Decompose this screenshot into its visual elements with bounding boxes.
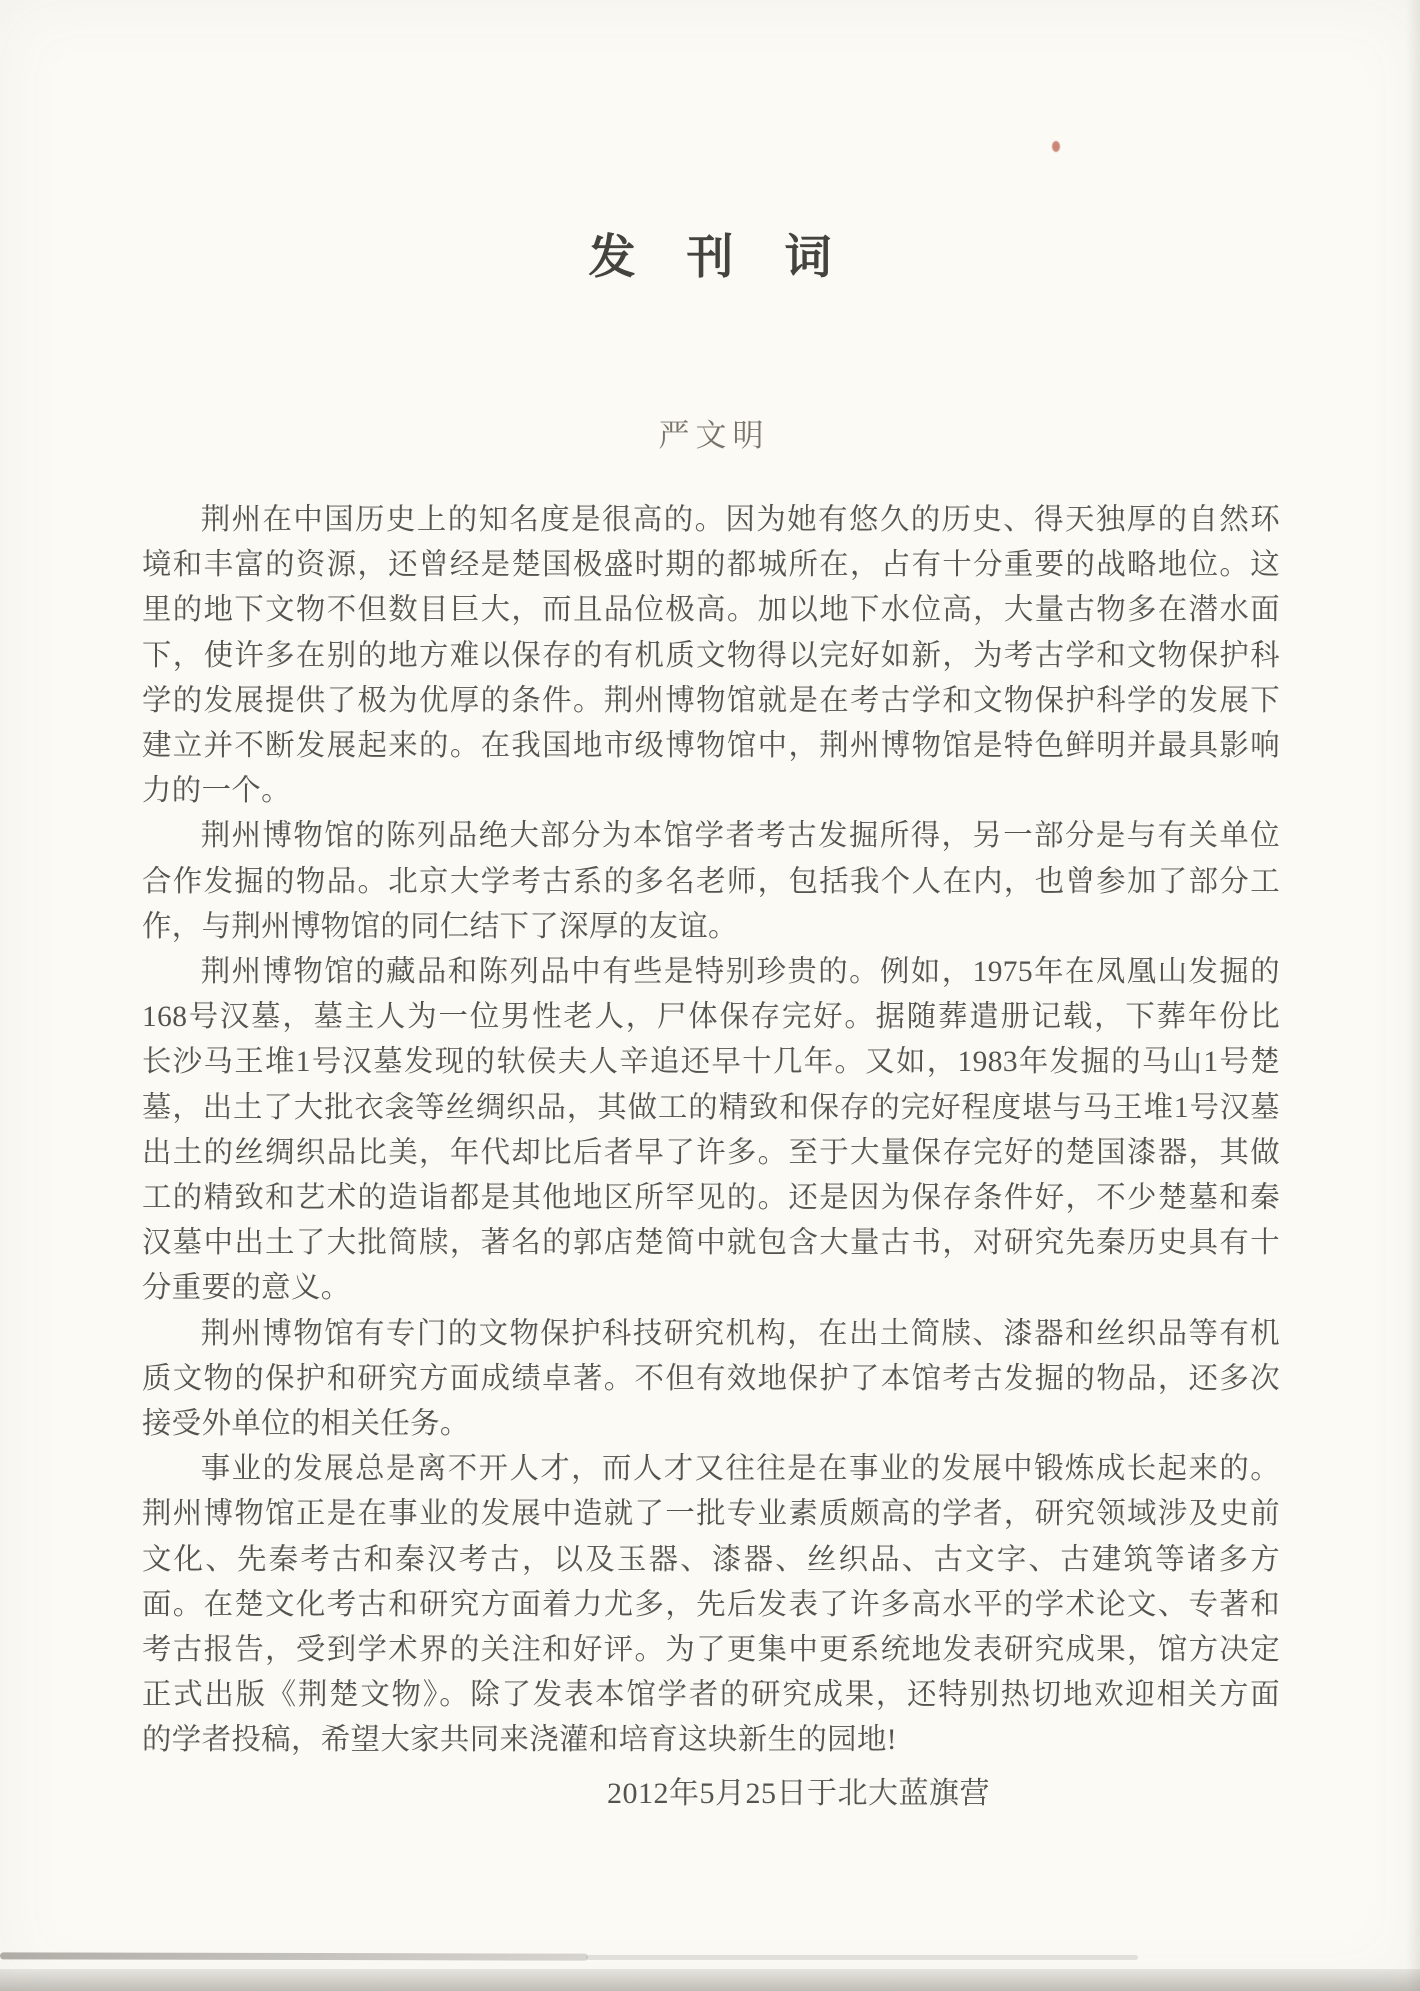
text-line: 事业的发展总是离不开人才，而人才又往往是在事业的发展中锻炼成长起来的。: [200, 1453, 1280, 1486]
text-line: 接受外单位的相关任务。: [142, 1408, 470, 1441]
paragraph: [142, 1447, 1280, 1763]
text-line: 工的精致和艺术的造诣都是其他地区所罕见的。还是因为保存条件好，不少楚墓和秦: [142, 1182, 1280, 1215]
text-line: 荆州博物馆有专门的文物保护科技研究机构，在出土简牍、漆器和丝织品等有机: [200, 1317, 1280, 1350]
dateline: 2012年5月25日于北大蓝旗营: [607, 1777, 990, 1810]
paragraph: [142, 814, 1280, 950]
document-title: 发 刊 词: [588, 232, 834, 284]
text-line: 文化、先秦考古和秦汉考古，以及玉器、漆器、丝织品、古文字、古建筑等诸多方: [142, 1543, 1280, 1576]
text-line: 质文物的保护和研究方面成绩卓著。不但有效地保护了本馆考古发掘的物品，还多次: [142, 1362, 1280, 1395]
text-line: 力的一个。: [142, 775, 291, 808]
paragraph: [142, 1312, 1280, 1448]
text-line: 学的发展提供了极为优厚的条件。荆州博物馆就是在考古学和文物保护科学的发展下: [142, 684, 1280, 717]
text-line: 荆州博物馆的藏品和陈列品中有些是特别珍贵的。例如，1975年在凤凰山发掘的: [200, 956, 1280, 989]
text-line: 荆州博物馆的陈列品绝大部分为本馆学者考古发掘所得，另一部分是与有关单位: [200, 820, 1280, 853]
text-line: 正式出版《荆楚文物》。除了发表本馆学者的研究成果，还特别热切地欢迎相关方面: [142, 1679, 1280, 1712]
text-line: 墓，出土了大批衣衾等丝绸织品，其做工的精致和保存的完好程度堪与马王堆1号汉墓: [142, 1091, 1280, 1124]
document-body: [142, 498, 1280, 1764]
text-line: 合作发掘的物品。北京大学考古系的多名老师，包括我个人在内，也曾参加了部分工: [142, 865, 1280, 898]
text-line: 的学者投稿，希望大家共同来浇灌和培育这块新生的园地!: [142, 1724, 897, 1757]
page-right-edge-shade: [1406, 0, 1420, 1991]
paragraph: [142, 498, 1280, 814]
text-line: 分重要的意义。: [142, 1272, 351, 1305]
text-line: 荆州在中国历史上的知名度是很高的。因为她有悠久的历史、得天独厚的自然环: [200, 504, 1280, 536]
author-name: 严文明: [658, 418, 770, 453]
text-line: 建立并不断发展起来的。在我国地市级博物馆中，荆州博物馆是特色鲜明并最具影响: [142, 730, 1280, 763]
text-line: 168号汉墓，墓主人为一位男性老人，尸体保存完好。据随葬遣册记载，下葬年份比: [142, 1001, 1280, 1034]
scan-crease-left: [0, 1952, 588, 1960]
paragraph: [142, 950, 1280, 1312]
text-line: 面。在楚文化考古和研究方面着力尤多，先后发表了许多高水平的学术论文、专著和: [142, 1588, 1280, 1621]
text-line: 荆州博物馆正是在事业的发展中造就了一批专业素质颇高的学者，研究领域涉及史前: [142, 1498, 1280, 1531]
page-bottom-shadow: [0, 1969, 1420, 1991]
scan-crease-right: [586, 1955, 1138, 1960]
text-line: 里的地下文物不但数目巨大，而且品位极高。加以地下水位高，大量古物多在潜水面: [142, 594, 1280, 627]
red-ink-mark: [1052, 141, 1060, 152]
text-line: 出土的丝绸织品比美，年代却比后者早了许多。至于大量保存完好的楚国漆器，其做: [142, 1136, 1280, 1169]
text-line: 考古报告，受到学术界的关注和好评。为了更集中更系统地发表研究成果，馆方决定: [142, 1634, 1280, 1667]
text-line: 长沙马王堆1号汉墓发现的轪侯夫人辛追还早十几年。又如，1983年发掘的马山1号楚: [142, 1046, 1280, 1079]
text-line: 汉墓中出土了大批简牍，著名的郭店楚简中就包含大量古书，对研究先秦历史具有十: [142, 1227, 1280, 1260]
text-line: 境和丰富的资源，还曾经是楚国极盛时期的都城所在，占有十分重要的战略地位。这: [142, 549, 1280, 582]
text-line: 作，与荆州博物馆的同仁结下了深厚的友谊。: [142, 910, 738, 943]
text-line: 下，使许多在别的地方难以保存的有机质文物得以完好如新，为考古学和文物保护科: [142, 639, 1280, 672]
